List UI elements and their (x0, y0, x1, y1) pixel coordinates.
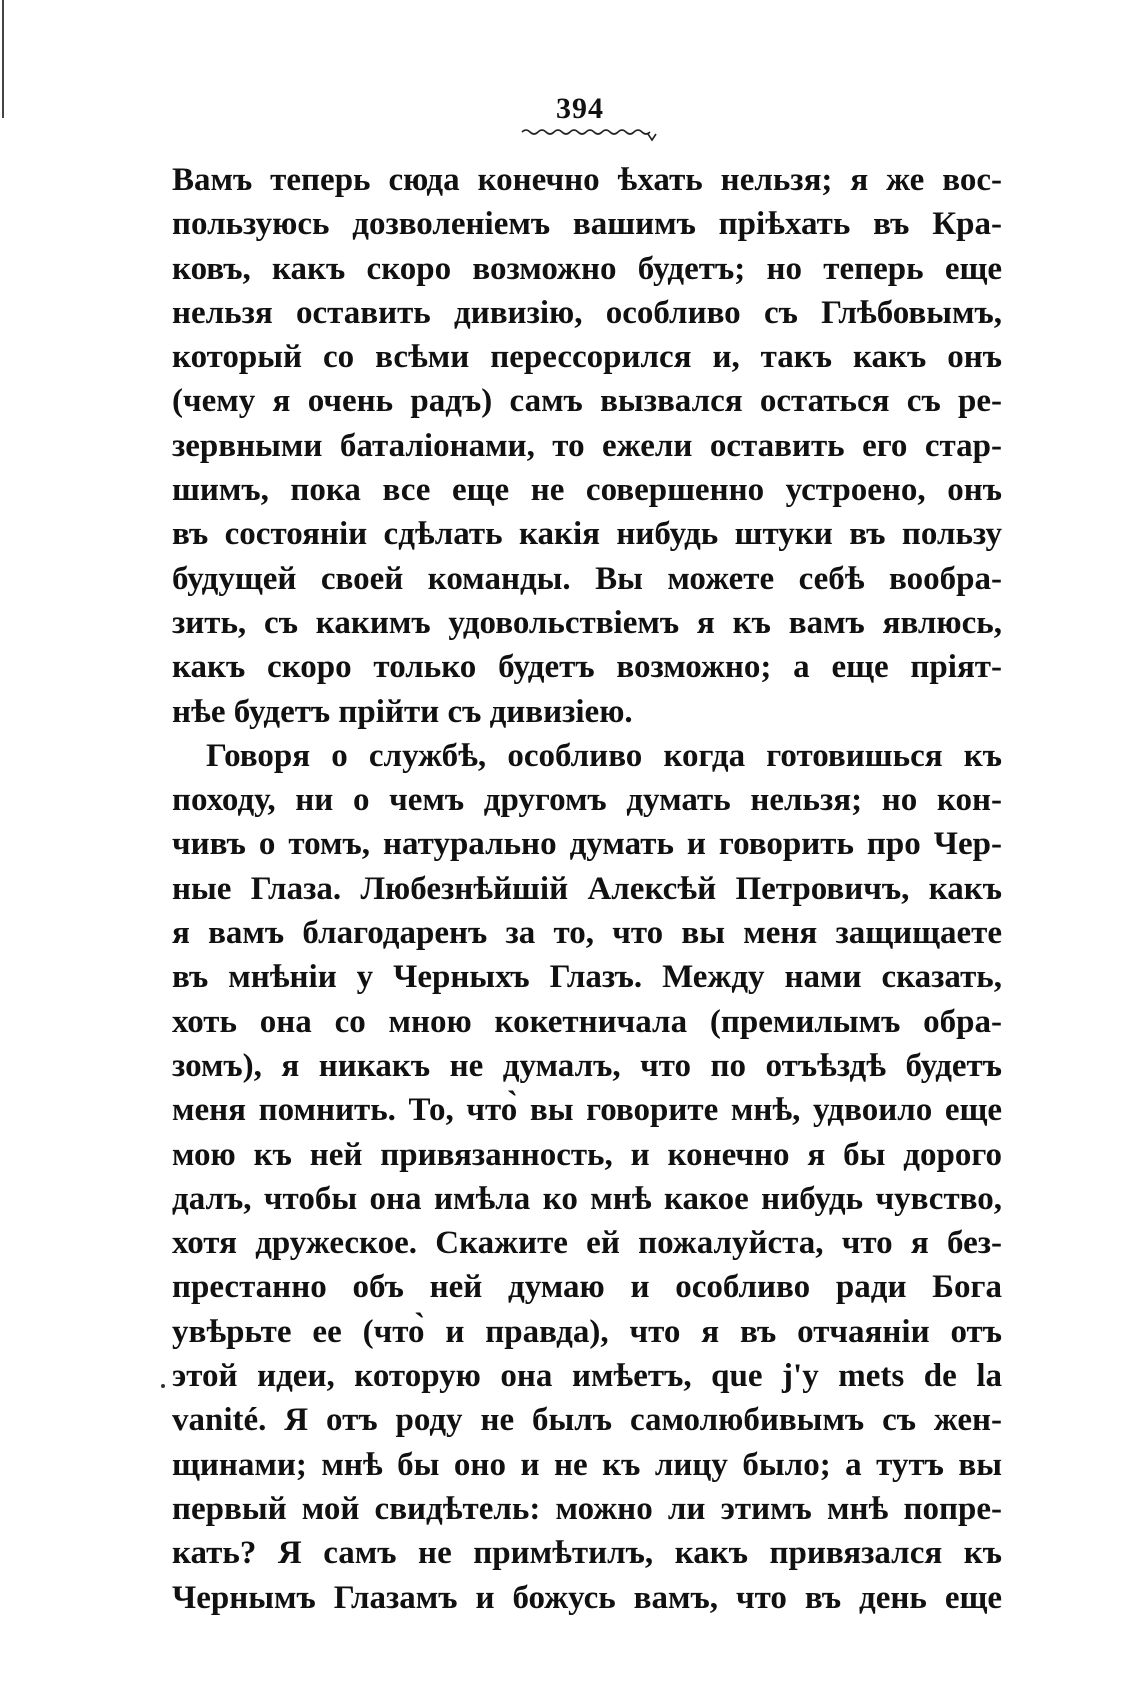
text-line: ковъ, какъ скоро возможно будетъ; но теперь еще (172, 250, 1002, 287)
text-line: шимъ, пока все еще не совершенно устроено, онъ (172, 472, 1002, 509)
ink-speck (161, 1384, 165, 1388)
text-line: щинами; мнѣ бы оно и не къ лицу было; а тутъ вы (172, 1446, 1002, 1483)
text-line: пользуюсь дозволеніемъ вашимъ пріѣхать въ Кра- (172, 206, 1002, 243)
text-line: Чернымъ Глазамъ и божусь вамъ, что въ день еще (172, 1579, 1002, 1616)
text-line: будущей своей команды. Вы можете себѣ вообра- (172, 560, 1002, 597)
text-line: я вамъ благодаренъ за то, что вы меня защищаете (172, 915, 1002, 952)
text-line: походу, ни о чемъ другомъ думать нельзя; но кон- (172, 782, 1002, 819)
text-line: хотя дружеское. Скажите ей пожалуйста, что я без- (172, 1225, 1002, 1262)
wavy-ornament (520, 126, 660, 142)
text-line: первый мой свидѣтель: можно ли этимъ мнѣ попре- (172, 1490, 1002, 1527)
text-line: мою къ ней привязанность, и конечно я бы дорого (172, 1136, 1002, 1173)
text-line: хоть она со мною кокетничала (премилымъ обра- (172, 1003, 1002, 1040)
text-line: престанно объ ней думаю и особливо ради Бога (172, 1269, 1002, 1306)
text-line: далъ, чтобы она имѣла ко мнѣ какое нибудь чувство, (172, 1180, 1002, 1217)
text-line: vanité. Я отъ роду не былъ самолюбивымъ съ жен- (172, 1402, 1002, 1439)
text-line: въ состояніи сдѣлать какія нибудь штуки въ пользу (172, 516, 1002, 553)
text-line: Вамъ теперь сюда конечно ѣхать нельзя; я же вос- (172, 162, 1002, 198)
text-line: нельзя оставить дивизію, особливо съ Глѣбовымъ, (172, 294, 1002, 331)
text-line: зить, съ какимъ удовольствіемъ я къ вамъ явлюсь, (172, 604, 1002, 641)
text-line: зомъ), я никакъ не думалъ, что по отъѣздѣ будетъ (172, 1047, 1002, 1084)
text-line: меня помнить. То, что̀ вы говорите мнѣ, удвоило еще (172, 1092, 1002, 1129)
body-text (172, 158, 1002, 1620)
text-line: который со всѣми перессорился и, такъ какъ онъ (172, 339, 1002, 376)
text-line: чивъ о томъ, натурально думать и говорить про Чер- (172, 826, 1002, 863)
text-line: (чему я очень радъ) самъ вызвался остаться съ ре- (172, 383, 1002, 420)
text-line: ные Глаза. Любезнѣйшій Алексѣй Петровичъ, какъ (172, 870, 1002, 907)
paragraph-2 (172, 734, 1002, 1620)
text-line: въ мнѣніи у Черныхъ Глазъ. Между нами сказать, (172, 959, 1002, 996)
text-line: зервными баталіонами, то ежели оставить его стар- (172, 427, 1002, 464)
text-line: какъ скоро только будетъ возможно; а еще пріят- (172, 649, 1002, 686)
text-line: Говоря о службѣ, особливо когда готовишься къ (206, 737, 1002, 774)
page-number: 394 (556, 92, 604, 125)
text-line: увѣрьте ее (что̀ и правда), что я въ отчаяніи отъ (172, 1313, 1002, 1350)
text-line: кать? Я самъ не примѣтилъ, какъ привязался къ (172, 1535, 1002, 1572)
text-line: нѣе будетъ прійти съ дивизіею. (172, 693, 633, 730)
paragraph-1 (172, 158, 1002, 734)
text-line: этой идеи, которую она имѣетъ, que j'y mets de la (172, 1358, 1002, 1395)
